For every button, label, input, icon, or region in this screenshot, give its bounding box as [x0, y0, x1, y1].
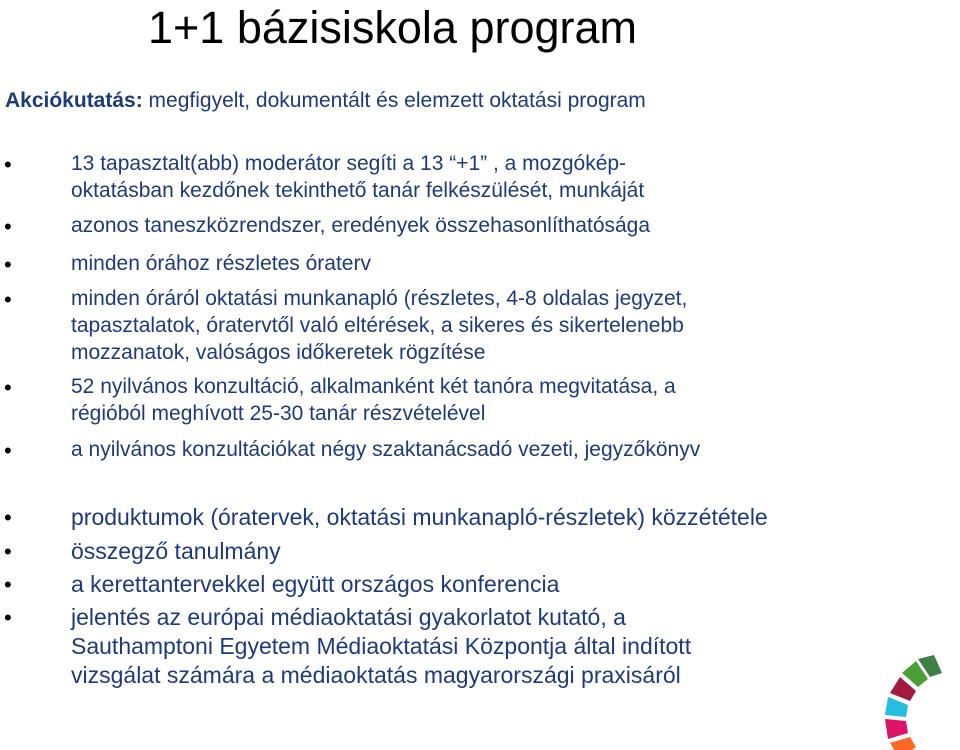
bullet-line: 52 nyilvános konzultáció, alkalmanként két tanóra megvitatása, a: [71, 375, 676, 398]
bullet-line: a kerettantervekkel együtt országos konferencia: [71, 571, 560, 597]
bullet-line: mozzanatok, valóságos időkeretek rögzítése: [71, 341, 486, 364]
bullet-text: [71, 436, 951, 463]
bullet-icon: •: [4, 605, 12, 630]
bullet-icon: •: [4, 505, 12, 530]
subtitle-text: megfigyelt, dokumentált és elemzett oktatási program: [142, 89, 646, 112]
bullet-line: jelentés az európai médiaoktatási gyakorlatot kutató, a: [71, 604, 626, 630]
bullet-line: vizsgálat számára a médiaoktatás magyarországi praxisáról: [71, 662, 681, 688]
bullet-icon: •: [4, 539, 12, 564]
wheel-segment: [885, 697, 908, 717]
bullet-icon: •: [4, 375, 12, 400]
bullet-icon: •: [4, 287, 12, 312]
bullet-line: régióból meghívott 25-30 tanár részvételével: [71, 402, 486, 425]
wheel-segment: [885, 719, 908, 739]
bullet-line: Sauthamptoni Egyetem Médiaoktatási Központja által indított: [71, 633, 692, 659]
bullet-line: produktumok (óratervek, oktatási munkanapló-részletek) közzététele: [71, 504, 768, 530]
bullet-line: a nyilvános konzultációkat négy szaktanácsadó vezeti, jegyzőkönyv: [71, 438, 701, 461]
bullet-icon: •: [4, 252, 12, 277]
subtitle-lead: Akciókutatás:: [5, 89, 143, 112]
bullet-line: tapasztalatok, óratervtől való eltérések, a sikeres és sikertelenebb: [71, 314, 684, 337]
sdg-color-wheel-icon: [858, 622, 960, 750]
bullet-line: minden óráról oktatási munkanapló (részletes, 4-8 oldalas jegyzet,: [71, 287, 688, 310]
bullet-text: [71, 250, 951, 277]
bullet-line: minden órához részletes óraterv: [71, 252, 371, 275]
bullet-text: [71, 285, 951, 366]
bullet-line: azonos taneszközrendszer, eredények összehasonlíthatósága: [71, 214, 651, 237]
bullet-text: [71, 212, 951, 239]
bullet-icon: •: [4, 214, 12, 239]
bullet-text: [71, 537, 951, 566]
bullet-icon: •: [4, 438, 12, 463]
bullet-text: [71, 503, 951, 532]
bullet-text: [71, 373, 951, 427]
wheel-segment: [890, 737, 916, 750]
slide-title: 1+1 bázisiskola program: [148, 2, 638, 53]
bullet-icon: •: [4, 152, 12, 177]
bullet-text: [71, 603, 951, 690]
bullet-icon: •: [4, 572, 12, 597]
bullet-line: összegző tanulmány: [71, 538, 281, 564]
bullet-text: [71, 570, 951, 599]
bullet-line: oktatásban kezdőnek tekinthető tanár felkészülését, munkáját: [71, 179, 645, 202]
bullet-text: [71, 150, 951, 204]
bullet-line: 13 tapasztalt(abb) moderátor segíti a 13 “+1” , a mozgókép-: [71, 152, 627, 175]
